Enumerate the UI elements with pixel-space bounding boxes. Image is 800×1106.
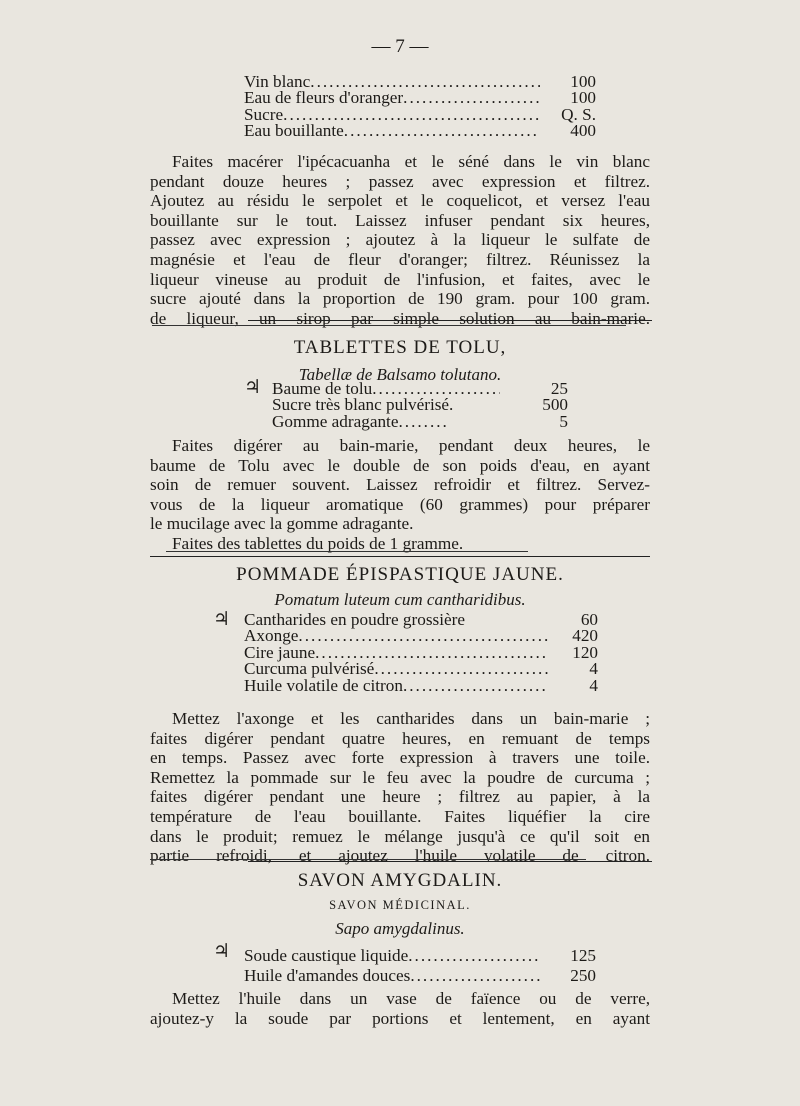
section-label: SAVON MÉDICINAL. <box>329 898 471 912</box>
paragraph-tolu <box>150 436 650 554</box>
text-line: magnésie et l'eau de fleur d'oranger; filtrez. Réunissez la <box>150 249 650 269</box>
text-line: liqueur vineuse au produit de l'infusion, et faites, avec le <box>150 269 650 289</box>
paragraph-savon <box>150 989 650 1028</box>
section-subtitle: Pomatum luteum cum cantharidibus. <box>274 590 526 609</box>
text-line: en temps. Passez avec forte expression à travers une toile. <box>150 748 650 768</box>
text-line: Faites des tablettes du poids de 1 gramme. <box>172 533 464 553</box>
section-title: TABLETTES DE TOLU, <box>293 337 507 358</box>
ingredient-row: Axonge ..... 420 <box>244 628 598 644</box>
text-line: baume de Tolu avec le double de son poids d'eau, en ayant <box>150 455 650 475</box>
text-line: sucre ajouté dans la proportion de 190 gram. pour 100 gram. <box>150 289 650 309</box>
paragraph-pommade <box>150 709 650 866</box>
recipe-symbol-icon: ♃ <box>213 941 231 962</box>
page-number: — 7 — <box>371 36 429 57</box>
ingredient-row: Soude caustique liquide ..... 125 <box>244 946 596 966</box>
section-title: SAVON AMYGDALIN. <box>297 870 503 891</box>
ingredient-row: Eau bouillante ..... 400 <box>244 123 596 139</box>
section-rule <box>248 320 652 321</box>
text-line: Ajoutez au résidu le serpolet et le coquelicot, et versez l'eau <box>150 191 650 211</box>
text-line: faites digérer pendant quatre heures, en remuant de temps <box>150 728 650 748</box>
text-line: Mettez l'axonge et les cantharides dans un bain-marie ; <box>172 709 650 728</box>
ingredient-row: Gomme adragante ..... 5 <box>272 414 568 430</box>
ingredient-row: Baume de tolu ..... 25 <box>272 381 568 397</box>
underline-rule <box>152 325 626 326</box>
ingredient-row: Sucre ..... Q. S. <box>244 107 596 123</box>
ingredient-list-savon <box>244 946 596 986</box>
underline-rule <box>166 551 528 552</box>
ingredient-row: Vin blanc ..... 100 <box>244 74 596 90</box>
section-rule <box>150 556 650 557</box>
section-tolu <box>150 337 650 385</box>
section-subtitle: Sapo amygdalinus. <box>335 919 465 938</box>
text-line: vous de la liqueur aromatique (60 grammes) pour préparer <box>150 494 650 514</box>
text-line: ajoutez-y la soude par portions et lentement, en ayant <box>150 1008 650 1028</box>
ingredient-row: Sucre très blanc pulvérisé. 500 <box>272 395 568 415</box>
ingredient-row: Curcuma pulvérisé ..... 4 <box>244 661 598 677</box>
paragraph-top <box>150 152 650 328</box>
text-line: Mettez l'huile dans un vase de faïence ou de verre, <box>172 989 650 1008</box>
section-rule <box>248 861 652 862</box>
ingredient-row: Huile d'amandes douces ..... 250 <box>244 966 596 986</box>
text-line: soin de remuer souvent. Laissez refroidir et filtrez. Servez- <box>150 475 650 495</box>
text-line: Faites macérer l'ipécacuanha et le séné dans le vin blanc <box>172 152 650 171</box>
section-title: POMMADE ÉPISPASTIQUE JAUNE. <box>236 564 564 585</box>
section-pommade <box>150 564 650 610</box>
text-line: Faites digérer au bain-marie, pendant deux heures, le <box>172 436 650 455</box>
section-savon <box>150 870 650 939</box>
text-line: Remettez la pommade sur le feu avec la poudre de curcuma ; <box>150 767 650 787</box>
section-subtitle: Tabellæ de Balsamo tolutano. <box>298 365 502 384</box>
text-line: de liqueur, un sirop par simple solution au bain-marie. <box>150 308 650 328</box>
text-line: partie refroidi, et ajoutez l'huile volatile de citron. <box>150 846 650 866</box>
text-line: faites digérer pendant une heure ; filtrez au papier, à la <box>150 787 650 807</box>
ingredient-row: Cire jaune ..... 120 <box>244 645 598 661</box>
ingredient-row: Huile volatile de citron ..... 4 <box>244 678 598 694</box>
ingredient-list-tolu <box>272 381 568 430</box>
ingredient-row: Cantharides en poudre grossière 60 <box>244 610 598 629</box>
text-line: dans le produit; remuez le mélange jusqu'à ce qu'il soit en <box>150 826 650 846</box>
recipe-symbol-icon: ♃ <box>244 377 262 398</box>
text-line: le mucilage avec la gomme adragante. <box>150 514 414 534</box>
ingredient-list-top <box>244 74 596 140</box>
text-line: bouillante sur le tout. Laissez infuser pendant six heures, <box>150 210 650 230</box>
text-line: température de l'eau bouillante. Faites liquéfier la cire <box>150 806 650 826</box>
ingredient-row: Eau de fleurs d'oranger ..... 100 <box>244 90 596 106</box>
text-line: pendant douze heures ; passez avec expression et filtrez. <box>150 171 650 191</box>
text-line: passez avec expression ; ajoutez à la liqueur le sulfate de <box>150 230 650 250</box>
underline-rule <box>150 859 586 860</box>
recipe-symbol-icon: ♃ <box>213 609 231 630</box>
ingredient-list-pommade <box>244 612 598 694</box>
